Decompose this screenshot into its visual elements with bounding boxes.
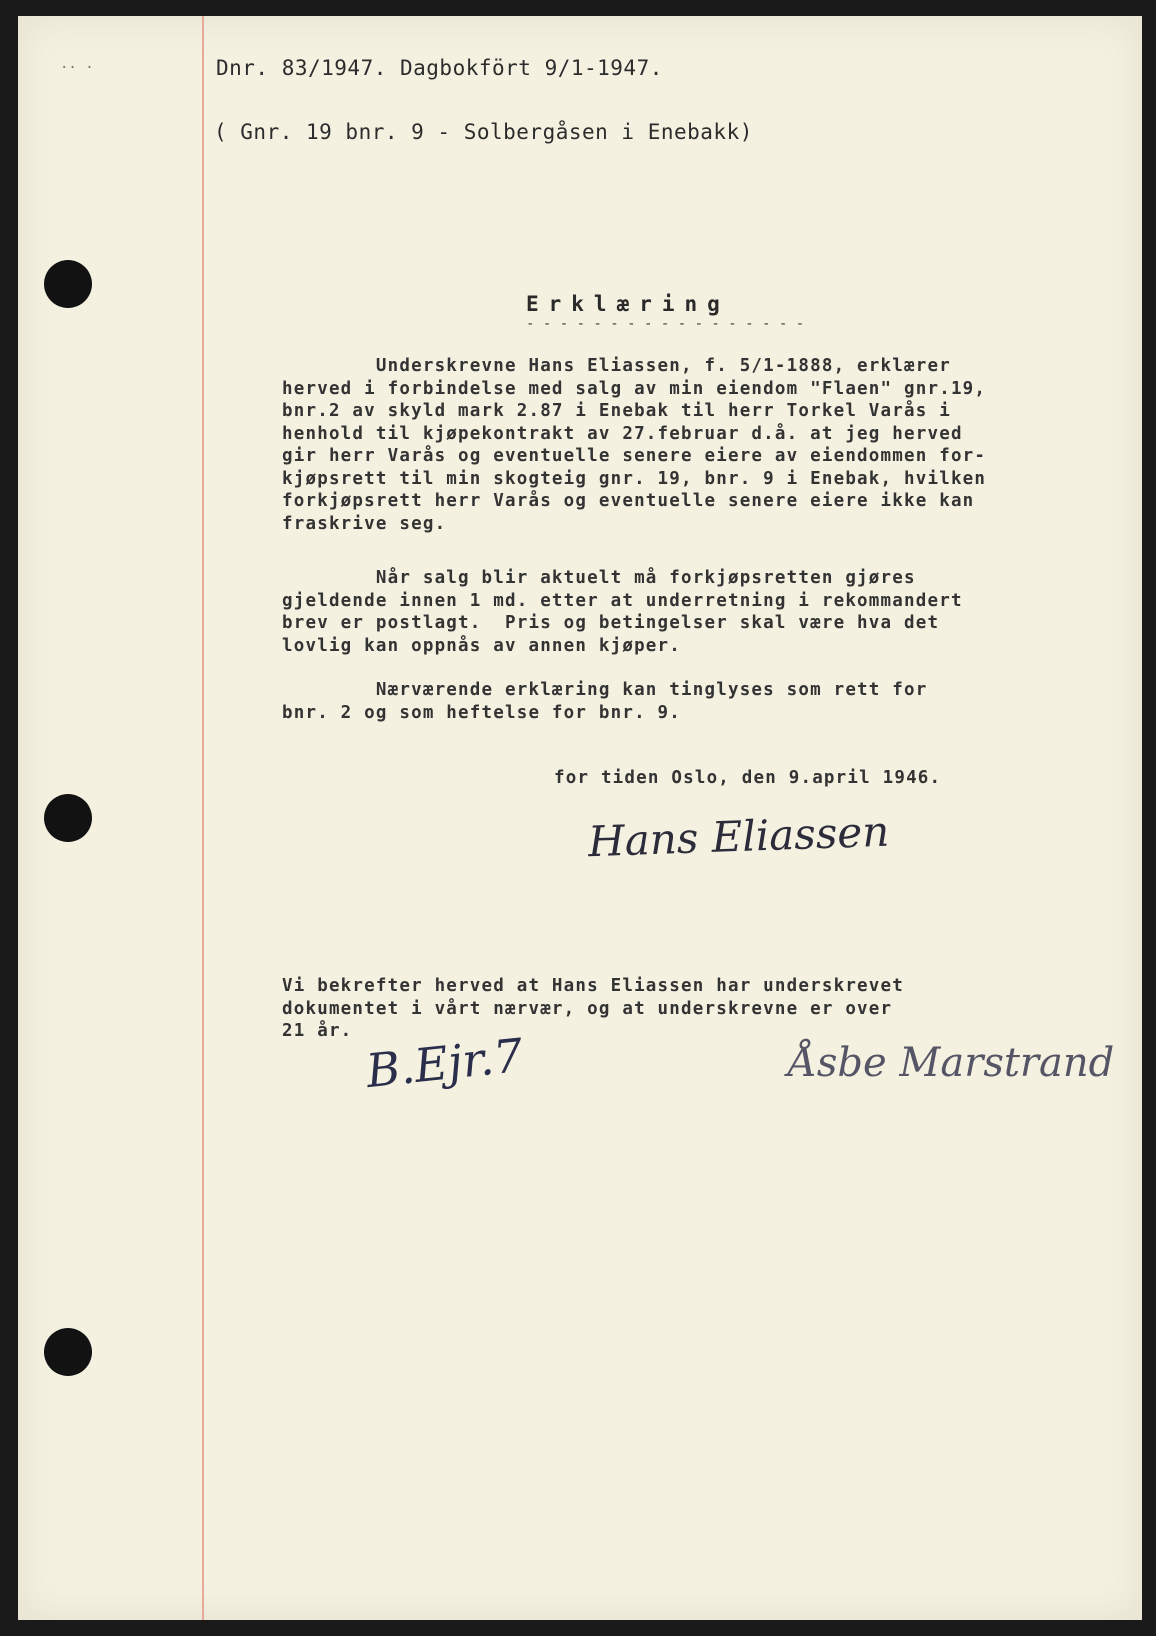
- title-underline: - - - - - - - - - - - - - - - - -: [526, 316, 805, 332]
- registration-line: Dnr. 83/1947. Dagbokfört 9/1-1947.: [216, 56, 663, 80]
- margin-mark: ·· ·: [60, 60, 94, 76]
- witness-signature-1: B.Ejr.7: [363, 1027, 526, 1099]
- text-line: Underskrevne Hans Eliassen, f. 5/1-1888, erklærer: [282, 356, 951, 376]
- signature-hans-eliassen: Hans Eliassen: [587, 806, 890, 867]
- punch-hole-top: [44, 260, 92, 308]
- text-line: fraskrive seg.: [282, 513, 447, 534]
- text-line: herved i forbindelse med salg av min eiendom "Flaen" gnr.19,: [282, 378, 987, 399]
- text-line: Når salg blir aktuelt må forkjøpsretten gjøres: [282, 568, 916, 588]
- property-reference: ( Gnr. 19 bnr. 9 - Solbergåsen i Enebakk): [214, 120, 753, 144]
- text-line: Vi bekrefter herved at Hans Eliassen har underskrevet: [282, 976, 905, 996]
- punch-hole-middle: [44, 794, 92, 842]
- place-and-date: for tiden Oslo, den 9.april 1946.: [554, 768, 942, 788]
- text-line: henhold til kjøpekontrakt av 27.februar d.å. at jeg herved: [282, 423, 963, 444]
- text-line: brev er postlagt. Pris og betingelser skal være hva det: [282, 613, 940, 633]
- text-line: 21 år.: [282, 1021, 353, 1041]
- document-title: Erklæring: [526, 292, 730, 316]
- text-line: gjeldende innen 1 md. etter at underretning i rekommandert: [282, 590, 963, 611]
- text-line: dokumentet i vårt nærvær, og at underskrevne er over: [282, 998, 893, 1019]
- punch-hole-bottom: [44, 1328, 92, 1376]
- text-line: lovlig kan oppnås av annen kjøper.: [282, 635, 682, 656]
- text-line: bnr.2 av skyld mark 2.87 i Enebak til herr Torkel Varås i: [282, 401, 951, 421]
- text-line: gir herr Varås og eventuelle senere eiere av eiendommen for-: [282, 446, 987, 466]
- witness-signature-2: Åsbe Marstrand: [788, 1040, 1115, 1086]
- margin-line: [202, 16, 204, 1620]
- text-line: bnr. 2 og som heftelse for bnr. 9.: [282, 702, 682, 723]
- text-line: kjøpsrett til min skogteig gnr. 19, bnr. 9 i Enebak, hvilken: [282, 468, 987, 489]
- text-line: Nærværende erklæring kan tinglyses som rett for: [282, 680, 928, 700]
- text-line: forkjøpsrett herr Varås og eventuelle senere eiere ikke kan: [282, 491, 975, 511]
- document-page: [18, 16, 1142, 1620]
